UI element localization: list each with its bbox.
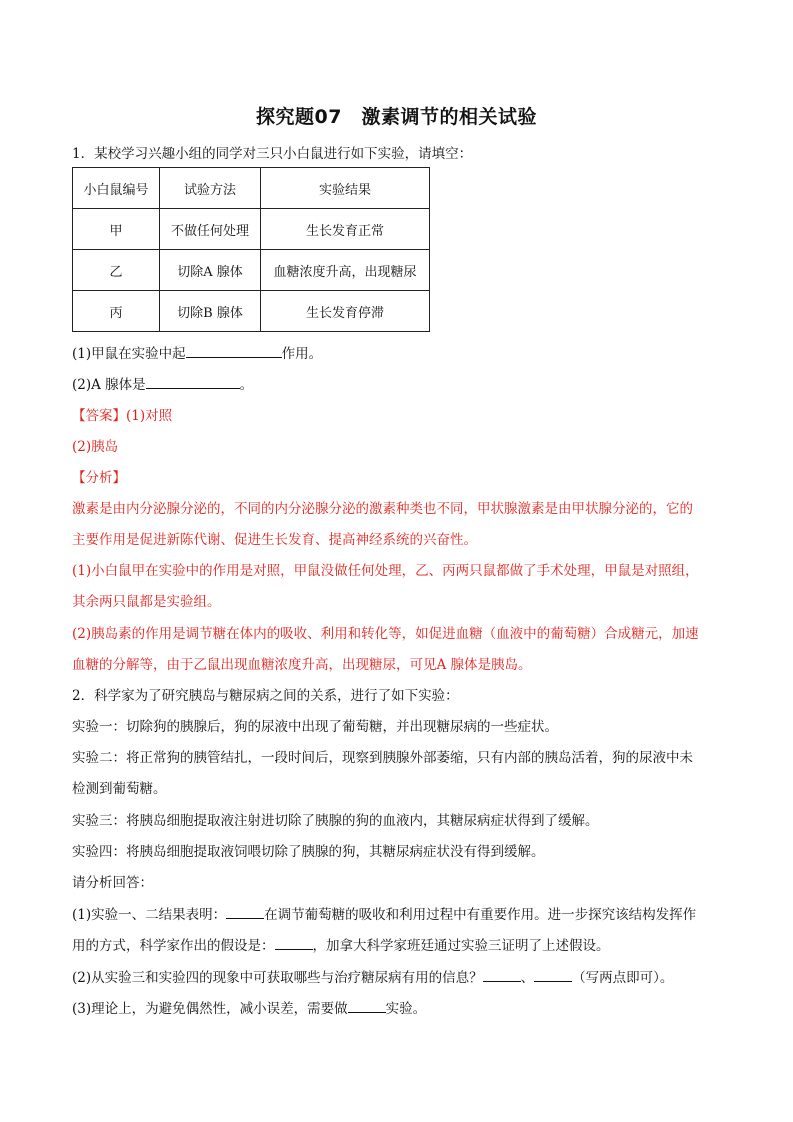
answer-1: (1)对照 [126,408,173,424]
experiment-2-line-1: 实验二：将正常狗的胰管结扎，一段时间后，现察到胰腺外部萎缩，只有内部的胰岛活着，狗的尿液中未 [72,750,693,766]
experiment-table [72,167,430,332]
sub-2-text-post: 。 [239,377,254,393]
sub-2-separator: 、 [520,970,535,986]
answer-blank[interactable] [186,344,282,358]
table-cell: 生长发育正常 [261,209,430,250]
answer-blank[interactable] [146,375,240,389]
answer-line [72,407,722,425]
answer-blank[interactable] [348,999,386,1013]
question-1-sub-1 [72,344,722,363]
question-2-sub-1-line-1 [72,905,722,924]
answer-2: (2)胰岛 [72,439,119,455]
sub-1-text-pre: (1)甲鼠在实验中起 [72,346,186,362]
table-row [73,291,430,332]
question-2-sub-1-line-2 [72,936,722,955]
question-1-stem: 1．某校学习兴趣小组的同学对三只小白鼠进行如下实验，请填空： [72,146,473,162]
table-cell: 切除A 腺体 [160,250,261,291]
analysis-prompt: 请分析回答： [72,875,153,891]
question-2-sub-2 [72,968,722,987]
experiment-3: 实验三：将胰岛细胞提取液注射进切除了胰腺的狗的血液内，其糖尿病症状得到了缓解。 [72,813,599,829]
sub-1-text-a: (1)实验一、二结果表明： [72,907,227,923]
table-header-cell: 试验方法 [160,168,261,209]
table-cell: 生长发育停滞 [261,291,430,332]
table-cell: 切除B 腺体 [160,291,261,332]
answer-label: 【答案】 [72,408,126,424]
page-title: 探究题07 激素调节的相关试验 [256,106,537,128]
table-row [73,209,430,250]
sub-1-text-b: 在调节葡萄糖的吸收和利用过程中有重要作用。进一步探究该结构发挥作 [264,907,697,923]
analysis-line: (2)胰岛素的作用是调节糖在体内的吸收、利用和转化等，如促进血糖（血液中的葡萄糖）合成糖元，加速 [72,626,699,642]
experiment-2-line-2: 检测到葡萄糖。 [72,781,167,797]
analysis-line: 激素是由内分泌腺分泌的，不同的内分泌腺分泌的激素种类也不同，甲状腺激素是由甲状腺分泌的，它的 [72,501,693,517]
question-2-stem: 2．科学家为了研究胰岛与糖尿病之间的关系，进行了如下实验： [72,688,459,704]
answer-blank[interactable] [534,968,572,982]
answer-blank[interactable] [226,905,264,919]
sub-1-text-d: ，加拿大科学家班廷通过实验三证明了上述假设。 [312,938,610,954]
analysis-line: 主要作用是促进新陈代谢、促进生长发育、提高神经系统的兴奋性。 [72,532,477,548]
sub-2-text-b: （写两点即可）。 [572,970,674,986]
sub-1-text-c: 用的方式，科学家作出的假设是： [72,938,275,954]
experiment-1: 实验一：切除狗的胰腺后，狗的尿液中出现了葡萄糖，并出现糖尿病的一些症状。 [72,719,558,735]
table-header-cell: 小白鼠编号 [73,168,160,209]
sub-3-text-a: (3)理论上，为避免偶然性，减小误差，需要做 [72,1001,348,1017]
analysis-line: (1)小白鼠甲在实验中的作用是对照，甲鼠没做任何处理，乙、丙两只鼠都做了手术处理，甲鼠是对照组， [72,563,699,579]
table-cell: 不做任何处理 [160,209,261,250]
analysis-line: 血糖的分解等，由于乙鼠出现血糖浓度升高，出现糖尿，可见A 腺体是胰岛。 [72,657,532,673]
table-cell: 甲 [73,209,160,250]
answer-blank[interactable] [483,968,521,982]
question-1-sub-2 [72,375,722,394]
question-2-sub-3 [72,999,722,1018]
experiment-4: 实验四：将胰岛细胞提取液饲喂切除了胰腺的狗，其糖尿病症状没有得到缓解。 [72,844,545,860]
sub-1-text-post: 作用。 [281,346,323,362]
table-header-cell: 实验结果 [261,168,430,209]
table-row [73,250,430,291]
table-cell: 血糖浓度升高，出现糖尿 [261,250,430,291]
sub-2-text-pre: (2)A 腺体是 [72,377,146,393]
analysis-label: 【分析】 [72,470,126,486]
table-cell: 丙 [73,291,160,332]
answer-blank[interactable] [275,936,313,950]
table-cell: 乙 [73,250,160,291]
sub-3-text-b: 实验。 [385,1001,427,1017]
sub-2-text-a: (2)从实验三和实验四的现象中可获取哪些与治疗糖尿病有用的信息？ [72,970,483,986]
analysis-line: 其余两只鼠都是实验组。 [72,594,221,610]
table-header-row [73,168,430,209]
